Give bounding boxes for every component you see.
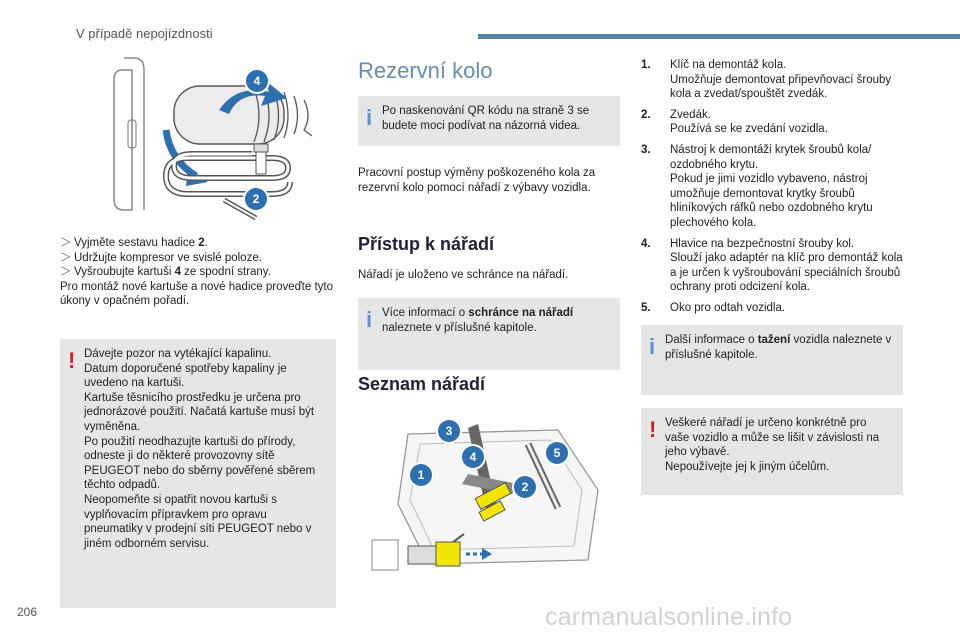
list-item: 2. Zvedák. Používá se ke zvedání vozidla. [641,108,828,136]
list-item: 5. Oko pro odtah vozidla. [641,301,786,314]
figure-callout-4: 4 [246,70,268,92]
heading-tool-list: Seznam nářadí [358,374,486,394]
list-item: 1. Klíč na demontáž kola. Umožňuje demontovat připevňovací šrouby kola a zvedat/spouštět zvedák. [641,59,892,101]
figure-callout-3: 3 [438,420,460,442]
info-text: Více informací o schránce na nářadí naleznete v příslušné kapitole. [382,307,574,334]
warning-icon: ! [649,417,657,442]
bullet-arrow-icon: ＞ [60,266,72,279]
list-item: ＞ Udržujte kompresor ve svislé poloze. [60,251,262,264]
info-text: Další informace o tažení vozidla naleznete v příslušné kapitole. [665,334,892,361]
tool-box-paragraph: Nářadí je uloženo ve schránce na nářadí. [358,269,569,281]
info-text: Po naskenování QR kódu na straně 3 se budete moci podívat na názorná videa. [382,105,590,132]
tool-kit-figure [368,414,604,578]
tool-list [641,58,906,322]
figure-callout-4: 4 [462,446,484,468]
warning-line: Datum doporučené spotřeby kapaliny je uvedeno na kartuši. [84,362,287,390]
warning-box-tools [641,408,903,495]
section-title: Rezervní kolo [358,58,493,83]
figure-callout-1: 1 [410,464,432,486]
list-item: 3. Nástroj k demontáži krytek šroubů kola/ ozdobného krytu. Pokud je jimi vozidlo vybaveno, nástroj umožňuje demontovat krytky šroubů hliníkových ráfků nebo ozdobného krytu plechového kola. [641,143,873,229]
instruction-list [60,236,336,280]
figure-callout-5: 5 [546,442,568,464]
heading-tool-access: Přístup k nářadí [358,234,495,254]
compressor-figure [104,50,336,226]
info-icon: i [649,334,656,359]
warning-line: Kartuše těsnicího prostředku je určena pro jednorázové použití. Načatá kartuše musí být vyměněna. [84,391,315,433]
warning-line: Veškeré nářadí je určeno konkrétně pro vaše vozidlo a může se lišit v závislosti na jeho výbavě. [665,417,880,459]
warning-line: Dávejte pozor na vytékající kapalinu. [84,348,272,360]
list-item: ＞ Vyjměte sestavu hadice 2. [60,237,208,249]
info-icon: i [366,307,373,332]
warning-line: Neopomeňte si opatřit novou kartuši s vyplňovacím přípravkem pro opravu pneumatiky v prodejní síti PEUGEOT nebo v jiném odborném servisu. [84,493,312,550]
info-icon: i [366,105,373,130]
warning-box-sealant [60,339,336,608]
header-accent-bar [478,34,960,39]
warning-icon: ! [68,348,76,373]
list-item: ＞ Vyšroubujte kartuši 4 ze spodní strany. [60,266,271,279]
info-box-towing [641,325,903,395]
warning-line: Po použití neodhazujte kartuši do přírody, odneste ji do některé provozovny sítě PEUGEOT nebo do sběrny pověřené sběrem těchto odpadů. [84,435,316,492]
warning-line: Nepoužívejte jej k jiným účelům. [665,460,830,473]
compressor-instructions [60,236,336,309]
watermark: carmanualsonline.info [545,603,793,631]
reassembly-paragraph: Pro montáž nové kartuše a nové hadice proveďte tyto úkony v opačném pořadí. [60,280,334,308]
figure-callout-2: 2 [245,188,267,210]
running-header: V případě nepojízdnosti [76,26,213,41]
bullet-arrow-icon: ＞ [60,237,72,249]
figure-callout-2: 2 [514,476,536,498]
procedure-paragraph: Pracovní postup výměny poškozeného kola za rezervní kolo pomocí nářadí z výbavy vozidla. [358,167,596,194]
info-box-tool-box [358,298,620,370]
bullet-arrow-icon: ＞ [60,251,72,264]
info-box-qr [358,96,620,146]
page-number: 206 [17,605,38,619]
list-item: 4. Hlavice na bezpečnostní šrouby kol. Slouží jako adaptér na klíč pro demontáž kola a je určen k vyšroubování speciálních šroubů ochrany proti odcizení kola. [641,237,903,294]
